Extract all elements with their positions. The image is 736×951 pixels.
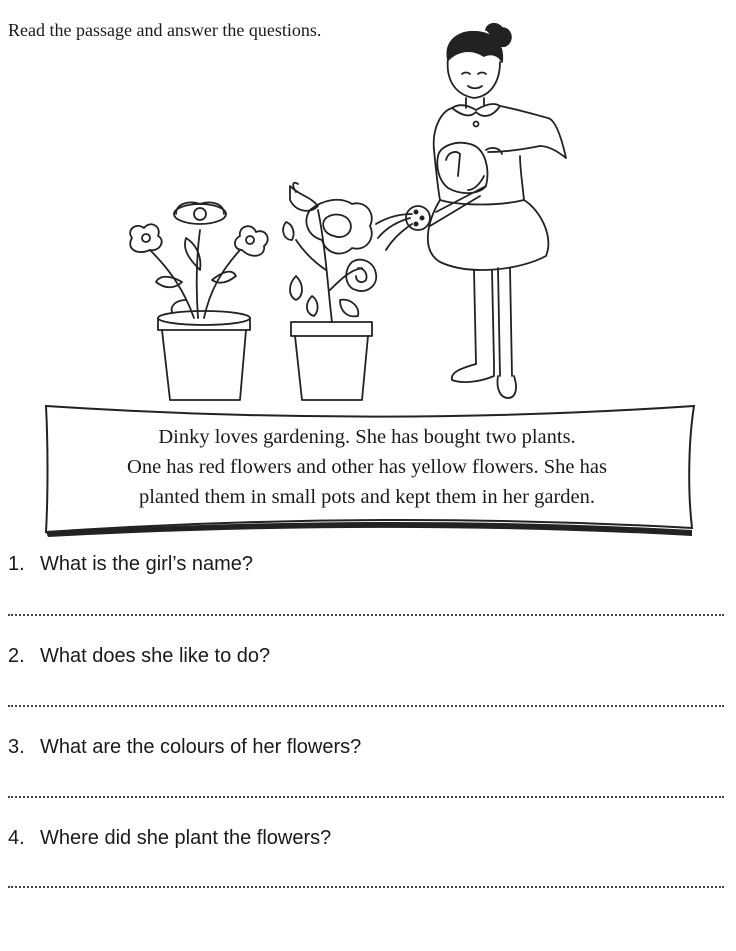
question-number: 3. <box>8 736 25 758</box>
question-4 <box>8 827 331 850</box>
passage-line-3: planted them in small pots and kept them in her garden. <box>138 486 595 508</box>
answer-line-2[interactable] <box>8 705 724 707</box>
answer-line-4[interactable] <box>8 886 724 888</box>
right-flower-plant-icon <box>283 183 376 322</box>
question-3 <box>8 736 361 759</box>
passage-line-1: Dinky loves gardening. She has bought two plants. <box>158 426 576 448</box>
girl-icon <box>406 24 566 398</box>
question-text: What does she like to do? <box>40 645 271 667</box>
passage-line-2: One has red flowers and other has yellow flowers. She has <box>127 456 607 478</box>
right-pot-icon <box>291 322 372 400</box>
question-text: What are the colours of her flowers? <box>40 736 362 758</box>
answer-line-1[interactable] <box>8 614 724 616</box>
left-pot-icon <box>158 311 250 400</box>
question-1 <box>8 553 253 576</box>
passage-text <box>60 422 674 512</box>
left-flower-plant-icon <box>130 202 268 318</box>
question-number: 4. <box>8 827 25 849</box>
question-text: What is the girl’s name? <box>40 553 254 575</box>
question-text: Where did she plant the flowers? <box>40 827 332 849</box>
instruction-text: Read the passage and answer the questions. <box>8 20 322 40</box>
answer-line-3[interactable] <box>8 796 724 798</box>
question-number: 2. <box>8 645 25 667</box>
question-number: 1. <box>8 553 25 575</box>
question-2 <box>8 645 270 668</box>
